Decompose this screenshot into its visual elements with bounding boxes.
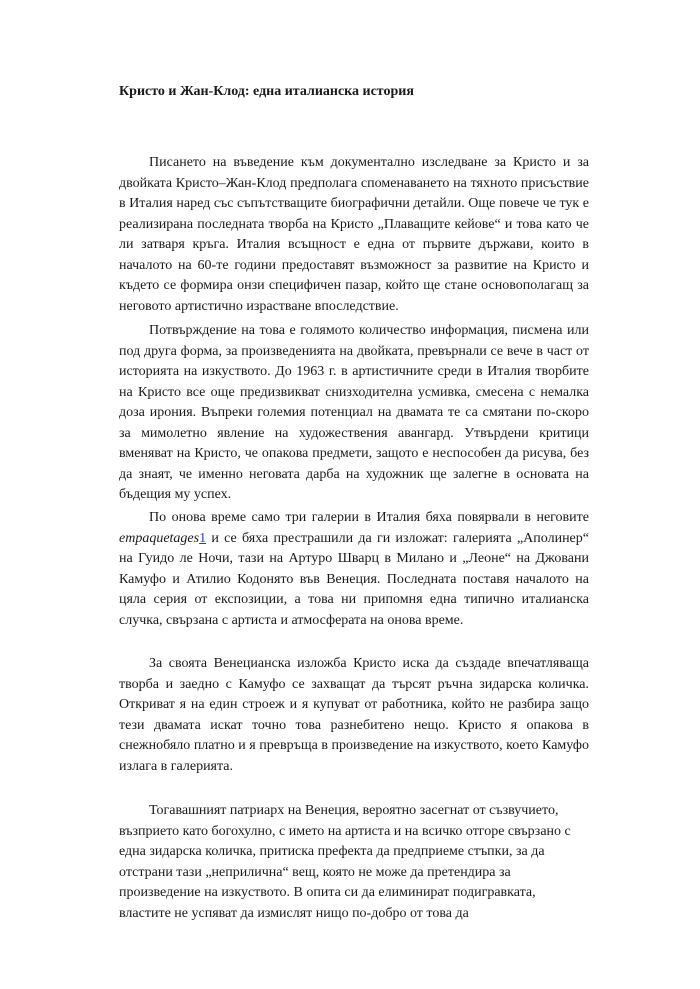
paragraph-5: Тогавашният патриарх на Венеция, вероятно засегнат от съзвучието, възприето като богохулно, с името на артиста и на всичко отгоре свързано с една зидарска количка, притиска префекта да предприеме стъпки, за да отстрани тази „неприлична“ вещ, която не може да претендира за произведение на изкуството. В опита си да елиминират подигравката, властите не успяват да измислят нищо по-добро от това да [119, 803, 571, 921]
paragraph-3-text-before: По онова време само три галерии в Италия бяха повярвали в неговите [149, 510, 589, 525]
italic-term: empaquetages [119, 530, 200, 546]
paragraph-1: Писането на въведение към документално изследване за Кристо и за двойката Кристо–Жан-Клод предполага споменаването на тяхното присъствие в Италия наред със съпътстващите биографични детайли. Още повече че тук е реализирана последната творба на Кристо „Плаващите кейове“ и това като че ли затваря кръга. Италия всъщност е една от първите държави, които в началото на 60-те години предоставят възможност за развитие на Кристо и където се формира онзи специфичен пазар, който ще стане основополагащ за неговото артистично израстване впоследствие. [119, 155, 589, 314]
document-title: Кристо и Жан-Клод: една италианска история [119, 84, 414, 99]
paragraph-2: Потвърждение на това е голямото количество информация, писмена или под друга форма, за произведенията на двойката, превърнали се вече в част от историята на изкуството. До 1963 г. в артистичните среди в Италия творбите на Кристо все още предизвикват снизходителна усмивка, смесена с немалка доза ирония. Въпреки големия потенциал на двамата те са смятани по-скоро за мимолетно явление на художествения авангард. Утвърдени критици вменяват на Кристо, че опакова предмети, защото е неспособен да рисува, без да знаят, че именно неговата дарба на художник ще залегне в основата на бъдещия му успех. [119, 323, 589, 502]
footnote-link[interactable]: 1 [199, 530, 207, 546]
paragraph-4: За своята Венецианска изложба Кристо иска да създаде впечатляваща творба и заедно с Камуфо се захващат да търсят ръчна зидарска количка. Откриват я на един строеж и я купуват от работника, който не разбира защо тези двамата искат точно това разнебитено нещо. Кристо я опакова в снежнобяло платно и я превръща в произведение на изкуството, което Камуфо излага в галерията. [119, 656, 589, 774]
paragraph-3-text-after: и се бяха престрашили да ги изложат: галерията „Аполинер“ на Гуидо ле Ночи, тази на Артуро Шварц в Милано и „Леоне“ на Джовани Камуфо и Атилио Кодонято във Венеция. Последната поставя началото на цяла серия от експозиции, а това ни припомня една типично италианска случка, свързана с артиста и атмосферата на онова време. [119, 530, 589, 628]
paragraph-3 [119, 508, 589, 631]
